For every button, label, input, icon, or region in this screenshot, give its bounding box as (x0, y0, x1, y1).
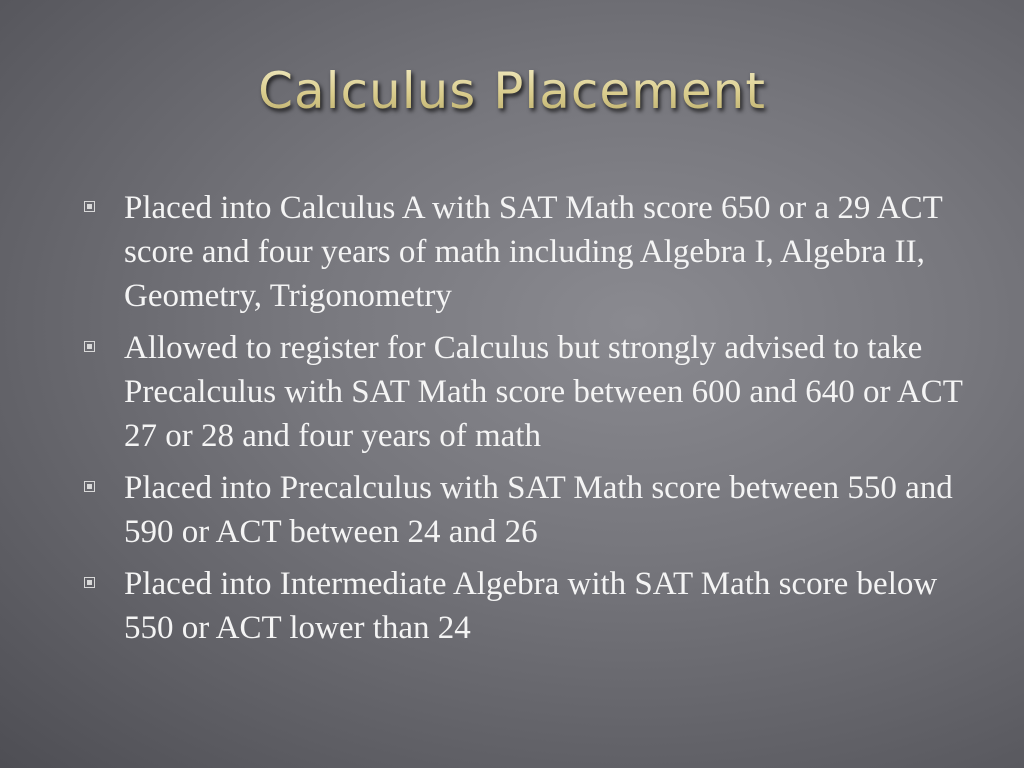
bullet-item (84, 466, 964, 554)
bullet-list (84, 186, 964, 658)
bullet-item (84, 562, 964, 650)
square-bullet-icon (84, 326, 124, 352)
bullet-text: Placed into Calculus A with SAT Math score 650 or a 29 ACT score and four years of math including Algebra I, Algebra II, Geometry, Trigonometry (124, 190, 943, 314)
square-bullet-icon (84, 466, 124, 492)
square-bullet-icon (84, 186, 124, 212)
bullet-item (84, 326, 964, 458)
square-bullet-icon (84, 562, 124, 588)
bullet-text: Placed into Precalculus with SAT Math score between 550 and 590 or ACT between 24 and 26 (124, 470, 953, 550)
slide-title: Calculus Placement (0, 62, 1024, 120)
bullet-text: Allowed to register for Calculus but strongly advised to take Precalculus with SAT Math score between 600 and 640 or ACT 27 or 28 and four years of math (124, 330, 963, 454)
bullet-item (84, 186, 964, 318)
bullet-text: Placed into Intermediate Algebra with SAT Math score below 550 or ACT lower than 24 (124, 566, 938, 646)
